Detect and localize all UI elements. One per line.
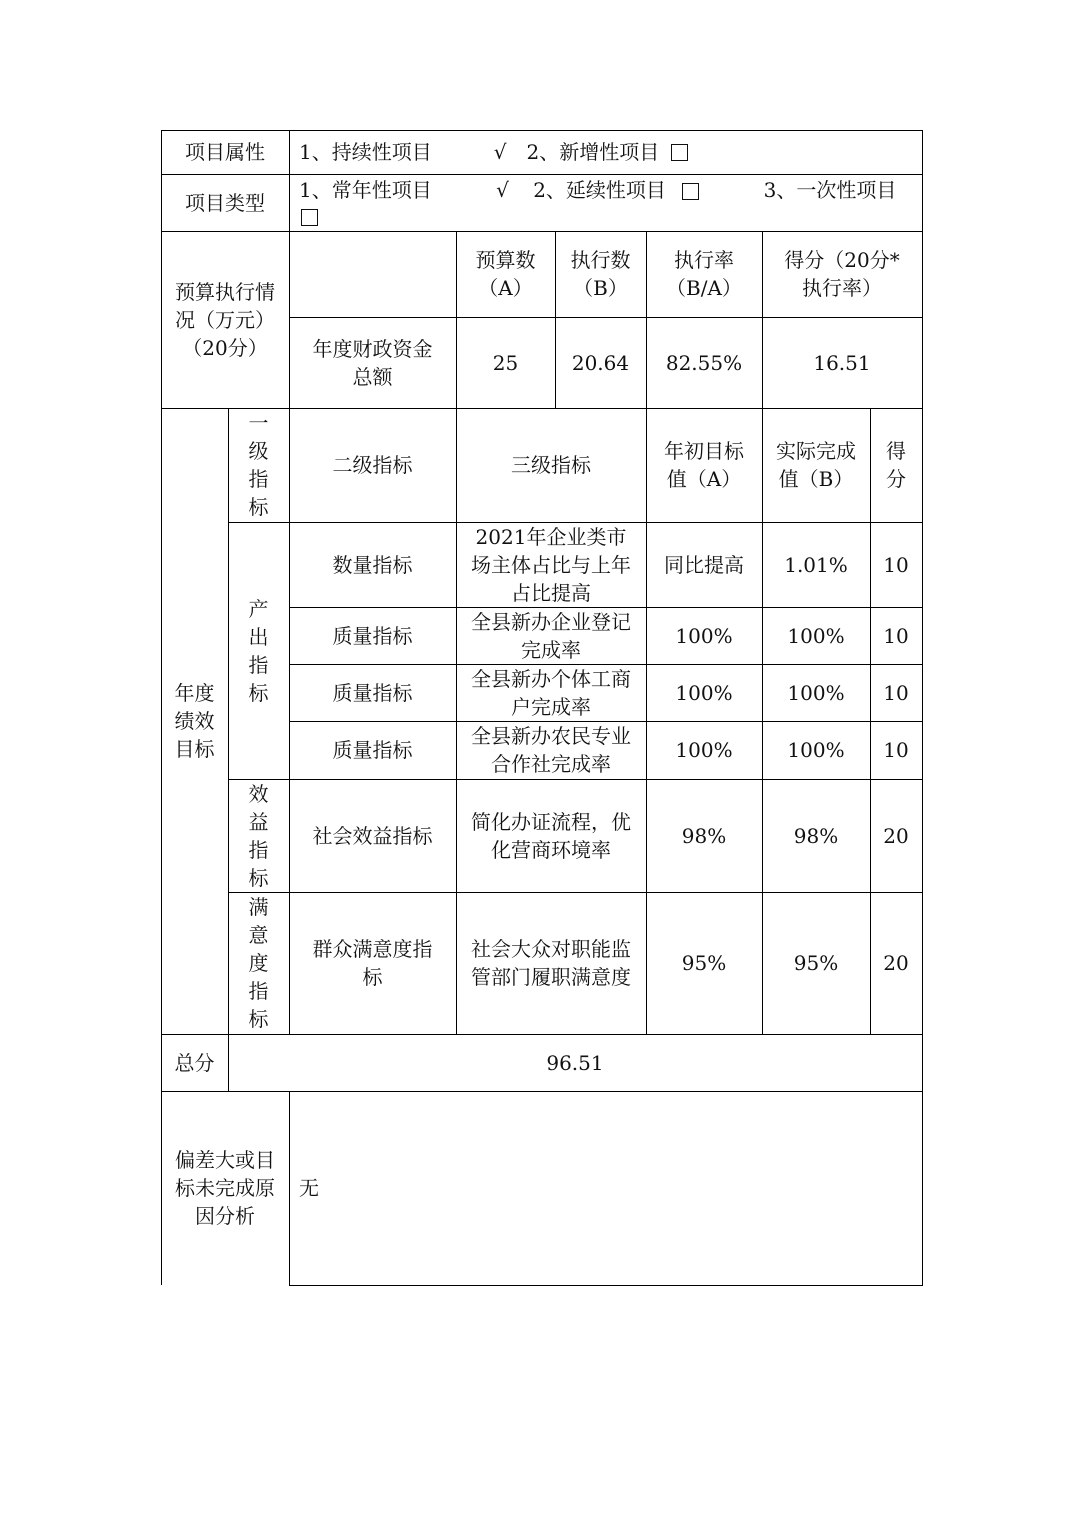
- table-row-score: 10: [883, 738, 909, 762]
- type-options: [299, 177, 919, 229]
- table-row-level2: 质量指标: [332, 738, 413, 762]
- rate-value: 82.55%: [665, 350, 743, 375]
- perf-header-target: 年初目标值（A）: [664, 439, 744, 491]
- table-row-level3: 全县新办农民专业合作社完成率: [471, 724, 631, 776]
- budget-label: 预算执行情况（万元）（20分）: [175, 279, 275, 360]
- type-opt1: 1、常年性项目: [299, 178, 432, 202]
- perf-header-level1: 一级指标: [248, 411, 269, 519]
- table-row-level2: 质量指标: [332, 680, 413, 705]
- table-row-level3: 全县新办个体工商户完成率: [471, 666, 631, 719]
- deviation-value: 无: [299, 1176, 319, 1200]
- score-value: 16.51: [813, 350, 871, 375]
- attr-opt1-mark: √: [493, 140, 507, 164]
- deviation-label: 偏差大或目标未完成原因分析: [175, 1148, 275, 1228]
- table-row-score: 10: [883, 680, 909, 705]
- table-row-level3: 全县新办企业登记完成率: [471, 609, 631, 662]
- table-row-level2: 社会效益指标: [312, 823, 433, 848]
- type-label: 项目类型: [185, 190, 265, 215]
- budget-header-score: 得分（20分*执行率）: [784, 248, 900, 300]
- table-row-target: 100%: [675, 623, 733, 648]
- table-row-actual: 1.01%: [784, 552, 848, 577]
- table-row-score: 20: [883, 823, 909, 848]
- table-row-target: 98%: [681, 823, 727, 848]
- table-row-actual: 100%: [787, 680, 845, 705]
- perf-header-actual: 实际完成值（B）: [776, 439, 856, 491]
- type-opt1-mark: √: [496, 178, 509, 202]
- checkbox-empty-icon: [671, 144, 688, 161]
- perf-header-level2: 二级指标: [332, 453, 413, 477]
- table-row-actual: 100%: [787, 738, 845, 762]
- checkbox-empty-icon: [301, 209, 318, 226]
- table-row-score: 10: [883, 552, 909, 577]
- group-benefit: 效益指标: [248, 781, 269, 890]
- table-row-actual: 100%: [787, 623, 845, 648]
- type-opt2: 2、延续性项目: [533, 178, 666, 202]
- table-row-level2: 质量指标: [332, 623, 413, 648]
- budget-row-label: 年度财政资金总额: [312, 336, 433, 389]
- table-row-level2: 数量指标: [332, 552, 413, 577]
- table-row-target: 100%: [675, 738, 733, 762]
- attr-options: [289, 130, 922, 174]
- table-row-level3: 社会大众对职能监管部门履职满意度: [471, 937, 631, 989]
- table-row-actual: 95%: [793, 951, 839, 975]
- table-row-score: 20: [883, 951, 909, 975]
- group-output: 产出指标: [248, 596, 269, 705]
- total-label: 总分: [174, 1050, 215, 1075]
- budget-value: 25: [492, 350, 519, 375]
- attr-opt2: 2、新增性项目: [526, 140, 660, 164]
- perf-header-score: 得分: [886, 439, 906, 491]
- table-row-target: 同比提高: [664, 552, 744, 577]
- budget-header-exec: 执行数（B）: [570, 248, 631, 300]
- group-satisfaction: 满意度指标: [248, 895, 269, 1031]
- checkbox-empty-icon: [682, 183, 699, 200]
- table-row-target: 100%: [675, 680, 733, 705]
- budget-header-budget: 预算数（A）: [475, 248, 536, 300]
- attr-label: 项目属性: [185, 140, 265, 164]
- total-value: 96.51: [546, 1050, 604, 1075]
- attr-opt1: 1、持续性项目: [299, 140, 432, 164]
- table-row-level3: 2021年企业类市场主体占比与上年占比提高: [471, 524, 631, 605]
- table-row-target: 95%: [681, 951, 727, 975]
- type-opt3: 3、一次性项目: [763, 178, 897, 202]
- budget-header-rate: 执行率（B/A）: [666, 248, 742, 300]
- exec-value: 20.64: [571, 350, 630, 375]
- table-row-level3: 简化办证流程，优化营商环境率: [471, 809, 631, 862]
- perf-label: 年度绩效目标: [174, 681, 215, 761]
- table-row-actual: 98%: [793, 823, 839, 848]
- table-row-level2: 群众满意度指标: [312, 937, 433, 989]
- table-row-score: 10: [883, 623, 909, 648]
- perf-header-level3: 三级指标: [511, 453, 591, 477]
